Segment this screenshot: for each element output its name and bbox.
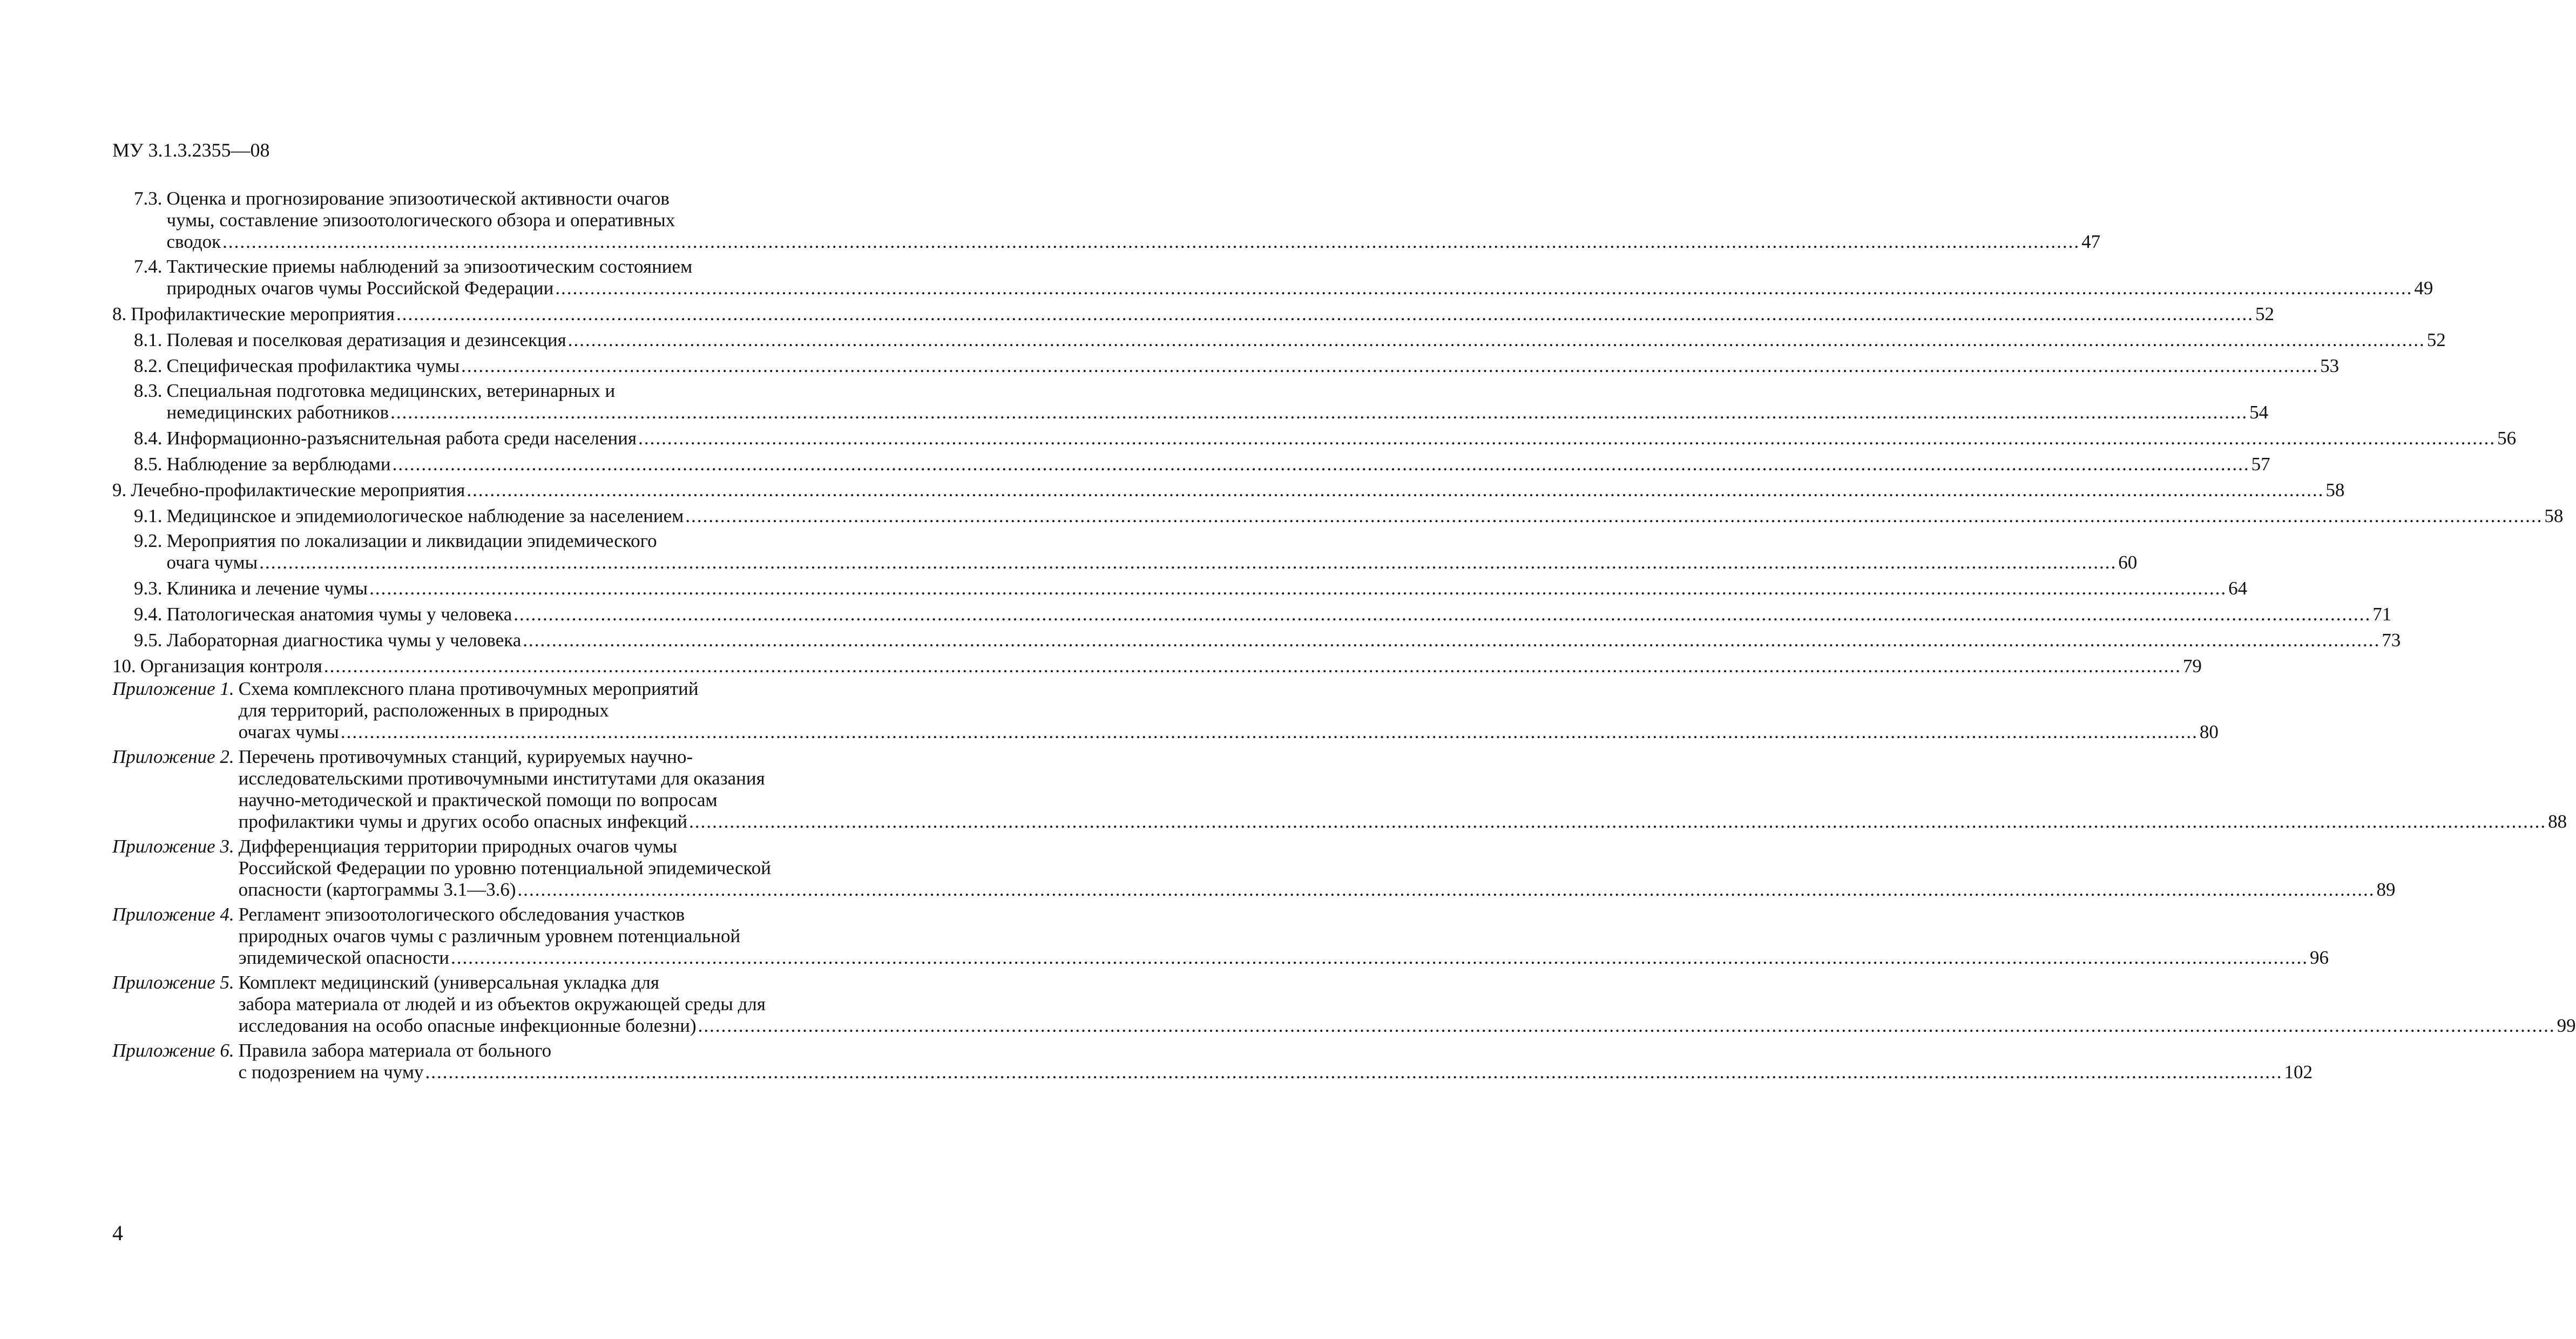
toc-page-number: 58 bbox=[2544, 505, 2564, 526]
toc-entry bbox=[112, 1040, 2313, 1083]
table-of-contents bbox=[112, 188, 2576, 1083]
toc-entry-title: Оценка и прогнозирование эпизоотической активности очагов bbox=[166, 188, 670, 209]
toc-dot-leader bbox=[451, 947, 2308, 969]
toc-entry-title: природных очагов чумы с различным уровнем потенциальной bbox=[238, 925, 741, 946]
toc-entry-title: Специфическая профилактика чумы bbox=[166, 355, 460, 376]
toc-entry-body bbox=[239, 1040, 2313, 1083]
toc-appendix-label: Приложение 4. bbox=[112, 904, 234, 925]
toc-entry-title: Медицинское и эпидемиологическое наблюдение за населением bbox=[166, 505, 684, 526]
toc-page-number: 88 bbox=[2548, 811, 2567, 832]
toc-page-number: 73 bbox=[2382, 630, 2401, 651]
toc-entry bbox=[112, 655, 2202, 677]
toc-entry bbox=[112, 256, 2433, 299]
toc-section-number: 9.4. bbox=[134, 604, 163, 625]
toc-page-number: 52 bbox=[2426, 329, 2446, 350]
toc-entry bbox=[112, 479, 2345, 501]
toc-dot-leader bbox=[425, 1061, 2283, 1083]
toc-entry-title: забора материала от людей и из объектов окружающей среды для bbox=[238, 993, 766, 1015]
toc-page-number: 52 bbox=[2255, 303, 2274, 324]
toc-entry bbox=[112, 836, 2396, 901]
toc-entry-title: исследовательскими противочумными институтами для оказания bbox=[238, 768, 765, 789]
toc-dot-leader bbox=[568, 329, 2425, 351]
toc-dot-leader bbox=[698, 1015, 2555, 1037]
toc-entry-body bbox=[131, 479, 2344, 501]
toc-dot-leader bbox=[461, 355, 2318, 377]
toc-page-number: 58 bbox=[2325, 479, 2345, 501]
toc-appendix-label: Приложение 6. bbox=[112, 1040, 234, 1061]
toc-entry bbox=[112, 604, 2392, 625]
toc-entry bbox=[112, 972, 2576, 1037]
toc-dot-leader bbox=[259, 552, 2117, 573]
toc-entry-title: Наблюдение за верблюдами bbox=[166, 454, 391, 475]
toc-page-number: 102 bbox=[2284, 1061, 2313, 1083]
document-code: МУ 3.1.3.2355—08 bbox=[112, 139, 270, 161]
toc-appendix-label: Приложение 1. bbox=[112, 678, 234, 699]
toc-section-number: 9. bbox=[112, 479, 127, 501]
toc-entry-body bbox=[239, 904, 2329, 969]
toc-dot-leader bbox=[369, 578, 2227, 599]
toc-entry-title: Перечень противочумных станций, курируемых научно- bbox=[238, 746, 693, 767]
toc-entry bbox=[112, 505, 2564, 527]
toc-dot-leader bbox=[555, 278, 2412, 299]
toc-section-number: 8.2. bbox=[134, 355, 163, 376]
toc-page-number: 53 bbox=[2320, 355, 2340, 376]
toc-page-number: 47 bbox=[2081, 231, 2101, 252]
toc-entry bbox=[112, 355, 2340, 377]
toc-entry-body bbox=[239, 972, 2576, 1037]
toc-dot-leader bbox=[638, 428, 2496, 449]
toc-dot-leader bbox=[685, 505, 2543, 527]
toc-entry bbox=[112, 904, 2329, 969]
toc-entry-title: Комплект медицинский (универсальная укладка для bbox=[238, 972, 659, 993]
toc-entry bbox=[112, 746, 2567, 833]
toc-entry-body bbox=[239, 836, 2396, 901]
toc-appendix-label: Приложение 5. bbox=[112, 972, 234, 993]
toc-entry-title: Дифференциация территории природных очагов чумы bbox=[238, 836, 678, 857]
page-number: 4 bbox=[112, 1221, 123, 1245]
toc-entry bbox=[112, 578, 2248, 599]
toc-entry bbox=[112, 530, 2138, 573]
toc-entry-body bbox=[167, 428, 2517, 449]
toc-dot-leader bbox=[396, 303, 2254, 325]
toc-dot-leader bbox=[513, 604, 2371, 625]
toc-entry-title: Лабораторная диагностика чумы у человека bbox=[166, 630, 522, 651]
toc-entry-body bbox=[167, 188, 2101, 253]
toc-section-number: 8. bbox=[112, 303, 127, 324]
toc-entry-title: природных очагов чумы Российской Федерации bbox=[166, 278, 554, 299]
toc-entry-title: чумы, составление эпизоотологического обзора и оперативных bbox=[166, 209, 675, 231]
toc-entry-title: очагах чумы bbox=[238, 721, 339, 742]
toc-page-number: 49 bbox=[2414, 278, 2433, 299]
toc-entry-body bbox=[167, 505, 2564, 527]
toc-entry bbox=[112, 188, 2101, 253]
toc-dot-leader bbox=[466, 479, 2324, 501]
toc-page-number: 56 bbox=[2497, 428, 2517, 449]
toc-entry-title: немедицинских работников bbox=[166, 402, 389, 423]
toc-entry-title: Мероприятия по локализации и ликвидации эпидемического bbox=[166, 530, 657, 551]
toc-entry-body bbox=[167, 256, 2433, 299]
toc-section-number: 9.2. bbox=[134, 530, 163, 551]
toc-section-number: 9.1. bbox=[134, 505, 163, 526]
toc-entry-title: профилактики чумы и других особо опасных инфекций bbox=[238, 811, 688, 832]
toc-page-number: 80 bbox=[2199, 721, 2219, 742]
toc-entry-title: Полевая и поселковая дератизация и дезинсекция bbox=[166, 329, 566, 350]
toc-entry-title: Лечебно-профилактические мероприятия bbox=[131, 479, 465, 501]
toc-page-number: 57 bbox=[2251, 454, 2270, 475]
toc-appendix-label: Приложение 2. bbox=[112, 746, 234, 767]
toc-dot-leader bbox=[689, 811, 2546, 833]
toc-entry-title: с подозрением на чуму bbox=[238, 1061, 424, 1083]
toc-entry bbox=[112, 329, 2446, 351]
toc-entry bbox=[112, 303, 2274, 325]
toc-dot-leader bbox=[341, 721, 2198, 743]
toc-section-number: 8.1. bbox=[134, 329, 163, 350]
toc-section-number: 7.3. bbox=[134, 188, 163, 209]
toc-appendix-label: Приложение 3. bbox=[112, 836, 234, 857]
toc-entry bbox=[112, 454, 2270, 475]
toc-section-number: 8.4. bbox=[134, 428, 163, 449]
toc-page-number: 54 bbox=[2249, 402, 2269, 423]
toc-page-number: 60 bbox=[2118, 552, 2138, 573]
toc-entry-title: научно-методической и практической помощи по вопросам bbox=[238, 789, 718, 810]
toc-entry bbox=[112, 428, 2517, 449]
toc-entry-body bbox=[167, 578, 2248, 599]
toc-entry-title: Правила забора материала от больного bbox=[238, 1040, 552, 1061]
toc-entry bbox=[112, 630, 2401, 651]
toc-dot-leader bbox=[324, 655, 2181, 677]
toc-page-number: 89 bbox=[2376, 879, 2396, 900]
toc-entry-title: опасности (картограммы 3.1—3.6) bbox=[238, 879, 516, 900]
toc-entry-body bbox=[167, 530, 2138, 573]
toc-dot-leader bbox=[393, 454, 2250, 475]
toc-entry-title: очага чумы bbox=[166, 552, 258, 573]
toc-entry-title: Клиника и лечение чумы bbox=[166, 578, 368, 599]
toc-entry bbox=[112, 380, 2269, 423]
toc-dot-leader bbox=[390, 402, 2248, 423]
toc-entry-body bbox=[167, 604, 2392, 625]
toc-entry-title: Специальная подготовка медицинских, ветеринарных и bbox=[166, 380, 616, 401]
toc-entry-title: сводок bbox=[166, 231, 221, 252]
toc-entry bbox=[112, 678, 2219, 743]
toc-dot-leader bbox=[517, 879, 2375, 901]
toc-page-number: 99 bbox=[2557, 1015, 2576, 1036]
toc-section-number: 10. bbox=[112, 655, 136, 677]
toc-entry-title: Регламент эпизоотологического обследования участков bbox=[238, 904, 685, 925]
toc-section-number: 8.3. bbox=[134, 380, 163, 401]
toc-entry-title: исследования на особо опасные инфекционные болезни) bbox=[238, 1015, 697, 1036]
toc-entry-title: Организация контроля bbox=[140, 655, 322, 677]
toc-entry-body bbox=[131, 303, 2274, 325]
toc-section-number: 8.5. bbox=[134, 454, 163, 475]
toc-entry-title: Тактические приемы наблюдений за эпизоотическим состоянием bbox=[166, 256, 693, 277]
toc-page-number: 71 bbox=[2372, 604, 2392, 625]
toc-entry-title: Патологическая анатомия чумы у человека bbox=[166, 604, 512, 625]
toc-entry-title: Российской Федерации по уровню потенциальной эпидемической bbox=[238, 857, 772, 878]
toc-entry-body bbox=[140, 655, 2202, 677]
toc-entry-title: эпидемической опасности bbox=[238, 947, 450, 968]
toc-entry-title: Профилактические мероприятия bbox=[131, 303, 395, 324]
toc-section-number: 9.5. bbox=[134, 630, 163, 651]
toc-entry-body bbox=[167, 630, 2401, 651]
toc-section-number: 9.3. bbox=[134, 578, 163, 599]
toc-page-number: 96 bbox=[2310, 947, 2329, 968]
toc-page-number: 64 bbox=[2228, 578, 2248, 599]
toc-dot-leader bbox=[523, 630, 2380, 651]
toc-page-number: 79 bbox=[2182, 655, 2202, 677]
toc-entry-body bbox=[239, 746, 2567, 833]
toc-entry-title: для территорий, расположенных в природных bbox=[238, 700, 609, 721]
toc-entry-title: Информационно-разъяснительная работа среди населения bbox=[166, 428, 637, 449]
toc-entry-body bbox=[167, 329, 2446, 351]
toc-dot-leader bbox=[222, 231, 2080, 253]
toc-entry-body bbox=[167, 380, 2269, 423]
toc-section-number: 7.4. bbox=[134, 256, 163, 277]
toc-entry-body bbox=[239, 678, 2219, 743]
toc-entry-body bbox=[167, 355, 2340, 377]
toc-entry-title: Схема комплексного плана противочумных мероприятий bbox=[238, 678, 699, 699]
toc-entry-body bbox=[167, 454, 2270, 475]
